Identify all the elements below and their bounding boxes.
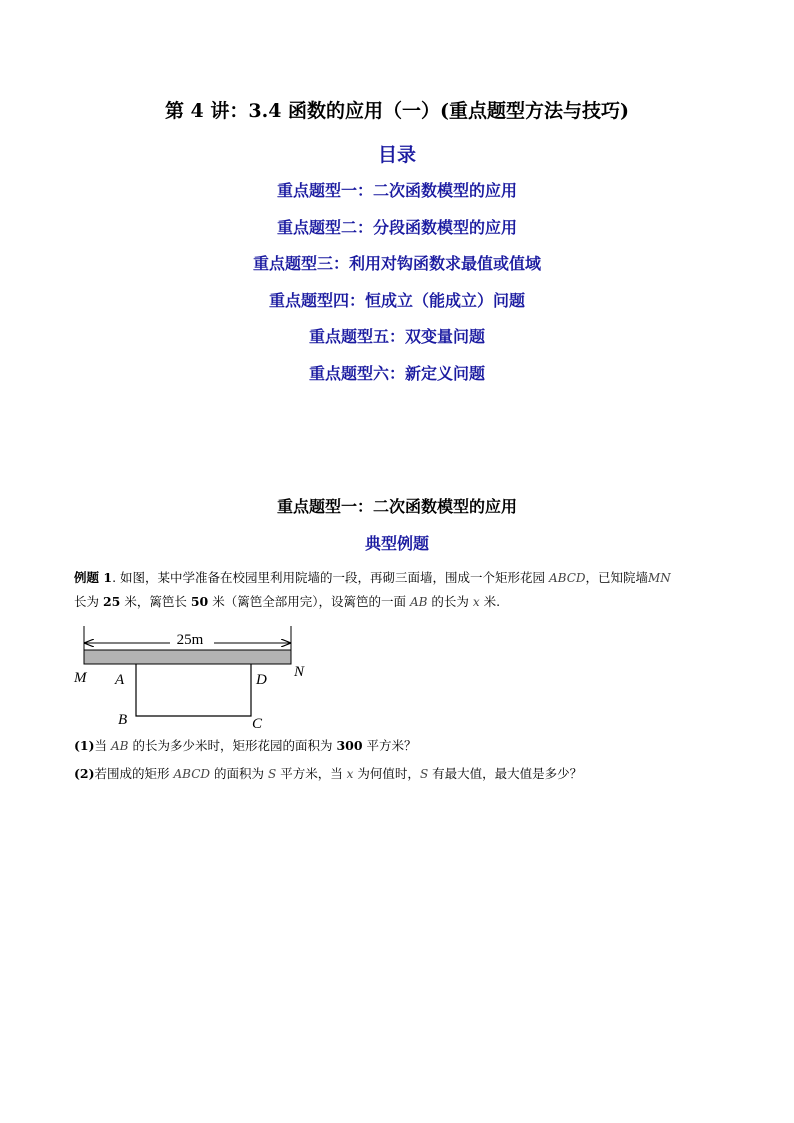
toc-item[interactable]: 重点题型三：利用对钩函数求最值或值域 — [252, 254, 541, 274]
question-1 — [74, 736, 724, 756]
statement-text: 米，篱笆长 — [120, 594, 191, 609]
math-var: AB — [409, 595, 428, 609]
question-text: 有最大值，最大值是多少？ — [428, 766, 583, 781]
toc-item[interactable]: 重点题型六：新定义问题 — [308, 363, 485, 383]
question-text: 为何值时， — [353, 766, 420, 781]
statement-text: ，已知院墙 — [585, 570, 649, 585]
toc-item[interactable]: 重点题型四：恒成立（能成立）问题 — [268, 290, 525, 310]
point-label-d: D — [256, 672, 267, 688]
number: 300 — [336, 738, 363, 753]
question-text: 平方米？ — [362, 738, 417, 753]
math-var: AB — [111, 739, 129, 753]
point-label-a: A — [115, 672, 125, 688]
courtyard-wall — [84, 650, 291, 664]
math-var: MN — [648, 571, 671, 585]
fence-outline — [136, 664, 251, 716]
statement-text: 米（篱笆全部用完），设篱笆的一面 — [208, 594, 410, 609]
question-text: 当 — [94, 738, 112, 753]
number: 50 — [190, 594, 209, 609]
question-number: (2) — [74, 766, 95, 781]
math-var: S — [267, 767, 277, 781]
page-title: 第 4 讲：3.4 函数的应用（一）(重点题型方法与技巧) — [164, 100, 630, 122]
point-label-c: C — [252, 716, 263, 732]
dimension-label: 25m — [176, 632, 204, 648]
point-label-b: B — [118, 712, 128, 728]
example-subheading: 典型例题 — [364, 534, 429, 553]
example-1-statement — [74, 566, 724, 614]
toc-item[interactable]: 重点题型一：二次函数模型的应用 — [276, 181, 517, 200]
point-label-m: M — [74, 670, 87, 686]
garden-diagram — [72, 622, 322, 737]
math-var: ABCD — [548, 571, 586, 585]
math-var: x — [472, 595, 480, 609]
example-1-label: 例题 1 — [74, 570, 113, 585]
question-number: (1) — [74, 738, 95, 753]
question-text: 平方米，当 — [276, 766, 347, 781]
math-var: S — [419, 767, 429, 781]
question-2 — [74, 764, 724, 784]
statement-text: 米. — [479, 594, 501, 609]
section-heading: 重点题型一：二次函数模型的应用 — [276, 497, 517, 516]
statement-text: 的长为 — [427, 594, 473, 609]
point-label-n: N — [294, 664, 305, 680]
math-var: x — [346, 767, 354, 781]
question-text: 的面积为 — [210, 766, 268, 781]
toc-item[interactable]: 重点题型五：双变量问题 — [308, 327, 485, 347]
question-text: 若围成的矩形 — [94, 766, 174, 781]
toc-list — [0, 178, 794, 398]
toc-item[interactable]: 重点题型二：分段函数模型的应用 — [276, 217, 517, 237]
statement-text: 长为 — [74, 594, 103, 609]
toc-heading: 目录 — [377, 144, 416, 166]
question-text: 的长为多少米时，矩形花园的面积为 — [128, 738, 337, 753]
number: 25 — [102, 594, 121, 609]
math-var: ABCD — [173, 767, 211, 781]
statement-text: . 如图，某中学准备在校园里利用院墙的一段，再砌三面墙，围成一个矩形花园 — [112, 570, 549, 585]
